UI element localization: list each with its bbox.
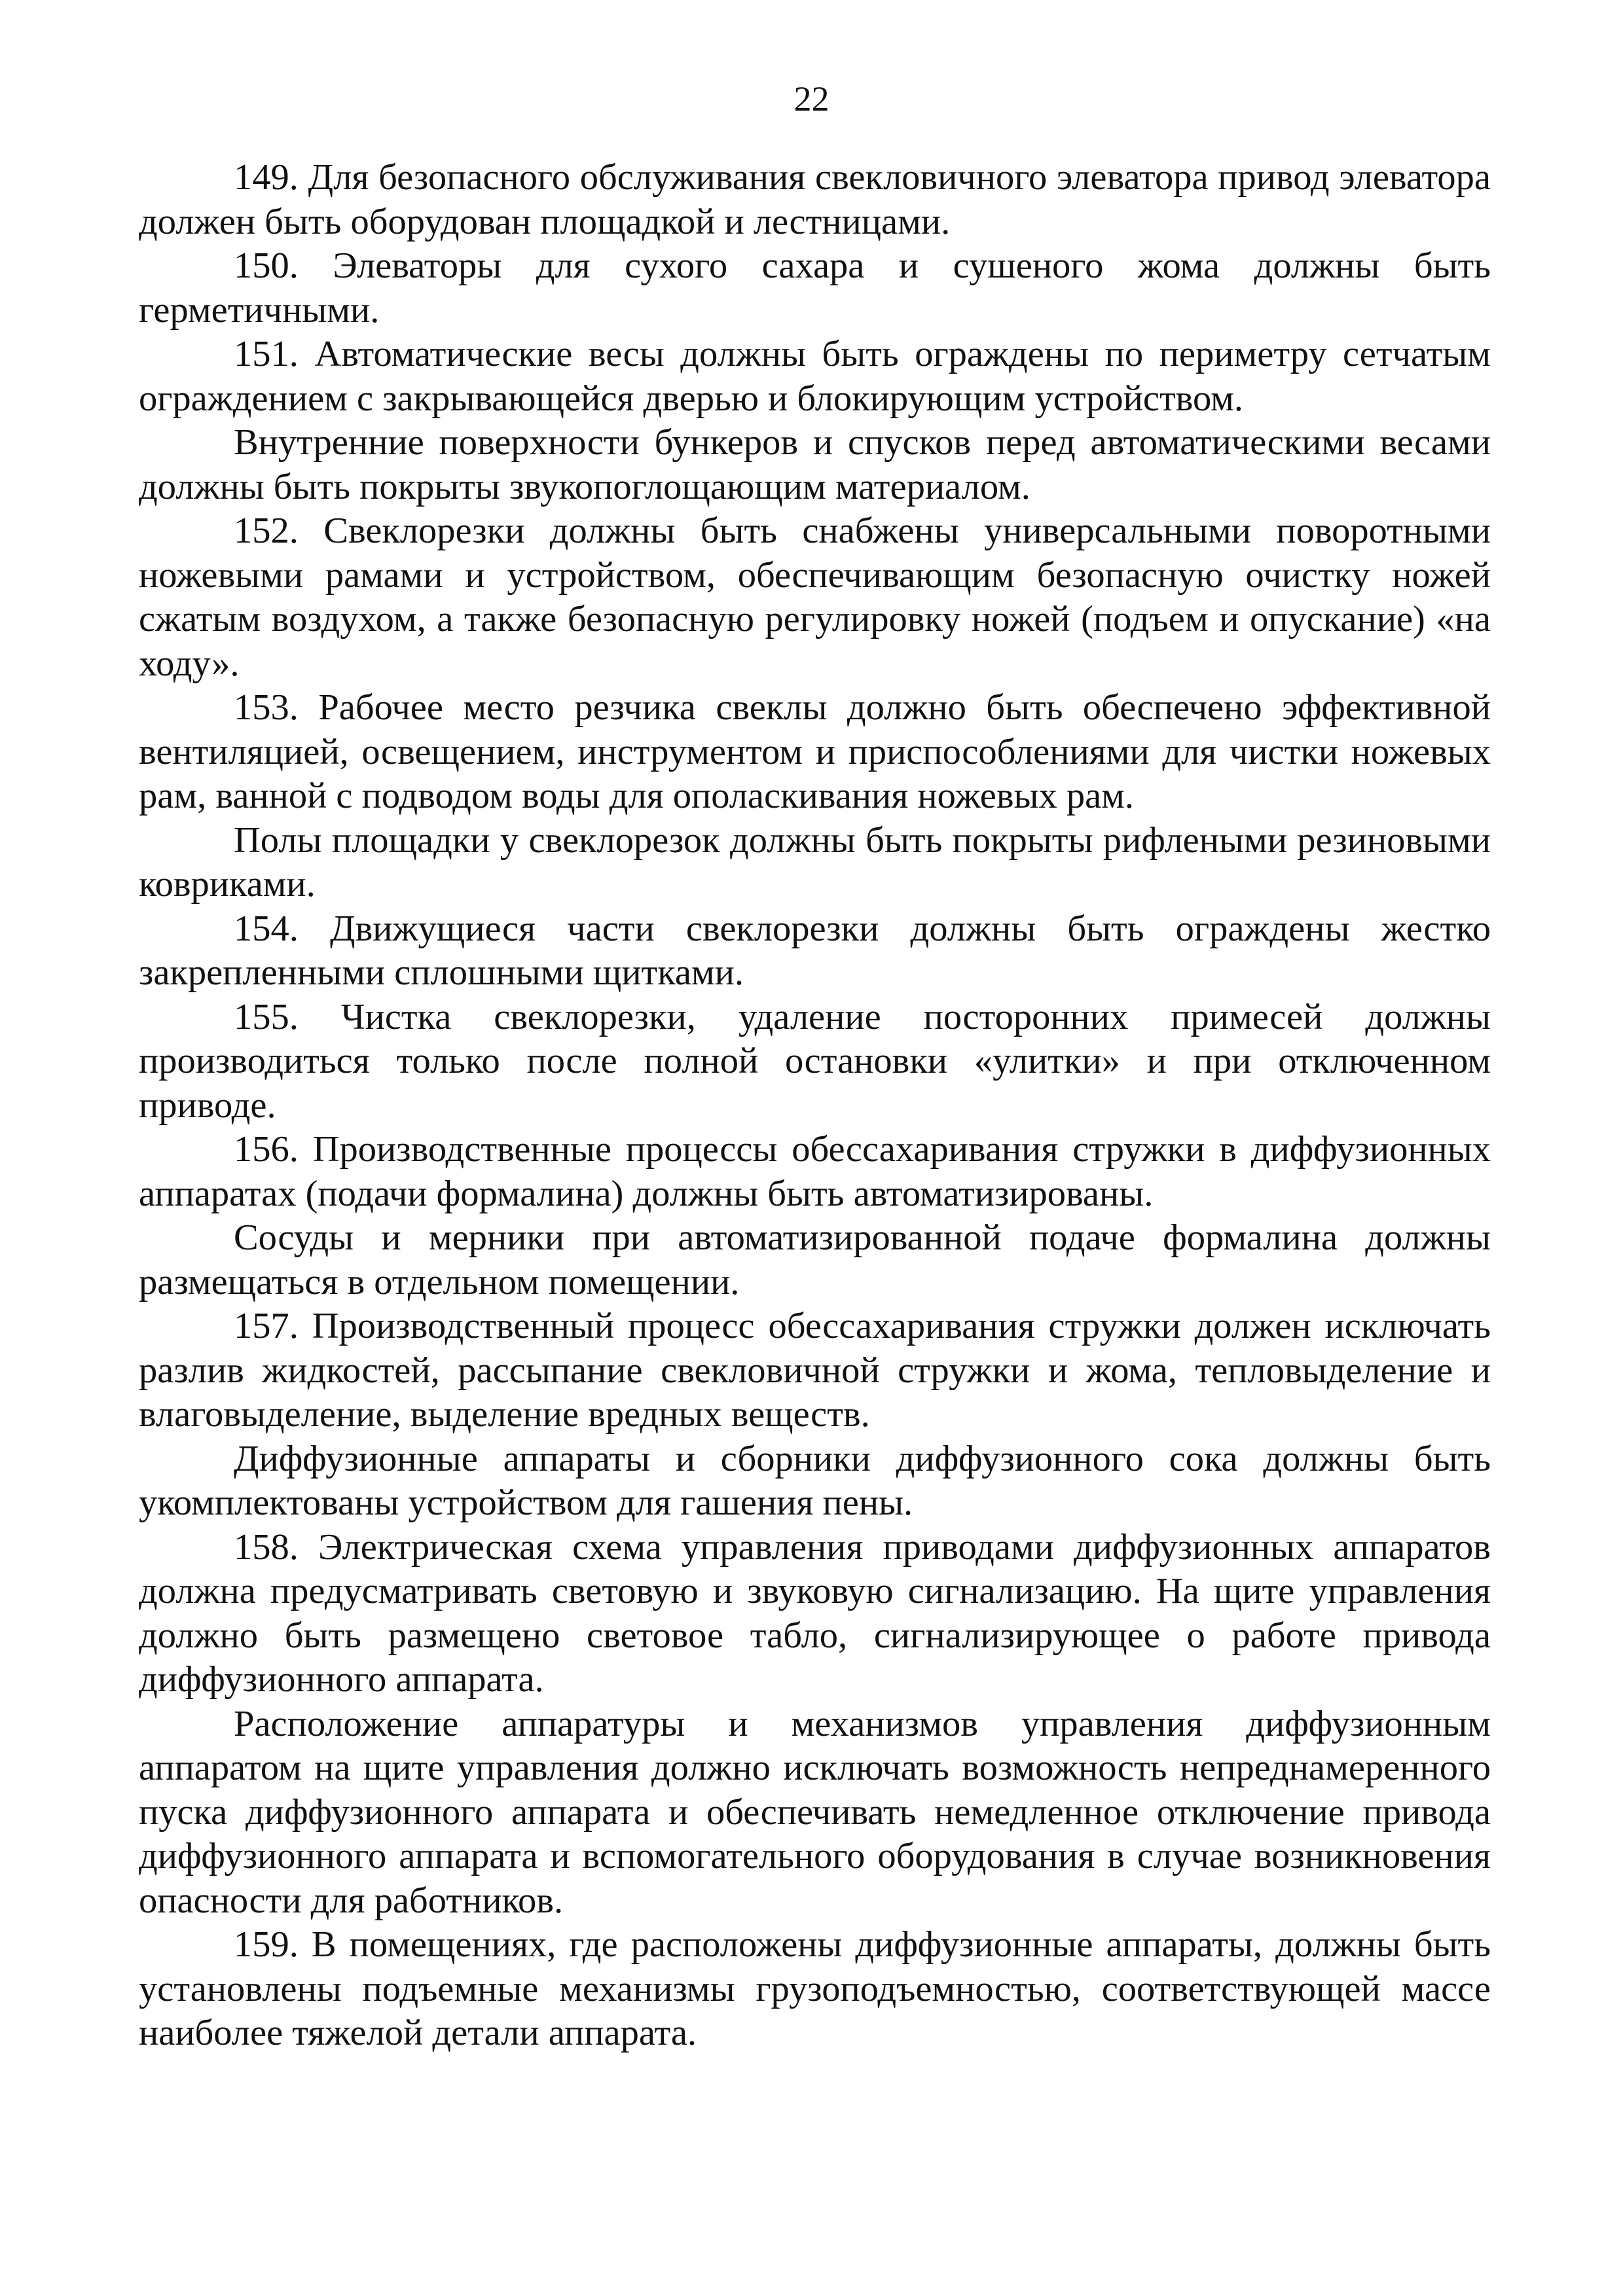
page-number: 22 xyxy=(793,79,830,118)
paragraph-152: 152. Свеклорезки должны быть снабжены универсальными поворотными ножевыми рамами и устройством, обеспечивающим безопасную очистку ножей сжатым воздухом, а также безопасную регулировку ножей (подъем и опускание) «на ходу». xyxy=(139,511,1491,684)
paragraph-153: 153. Рабочее место резчика свеклы должно быть обеспечено эффективной вентиляцией, освещением, инструментом и приспособлениями для чистки ножевых рам, ванной с подводом воды для ополаскивания ножевых рам. xyxy=(139,687,1491,816)
paragraph-157: 157. Производственный процесс обессахаривания стружки должен исключать разлив жидкостей, рассыпание свекловичной стружки и жома, тепловыделение и влаговыделение, выделение вредных веществ. xyxy=(139,1306,1491,1435)
paragraph-156-continued: Сосуды и мерники при автоматизированной подаче формалина должны размещаться в отдельном помещении. xyxy=(139,1217,1491,1302)
paragraph-149: 149. Для безопасного обслуживания свекловичного элеватора привод элеватора должен быть оборудован площадкой и лестницами. xyxy=(139,157,1491,242)
paragraph-150: 150. Элеваторы для сухого сахара и сушеного жома должны быть герметичными. xyxy=(139,245,1491,331)
paragraph-156: 156. Производственные процессы обессахаривания стружки в диффузионных аппаратах (подачи формалина) должны быть автоматизированы. xyxy=(139,1129,1491,1214)
paragraph-155: 155. Чистка свеклорезки, удаление посторонних примесей должны производиться только после полной остановки «улитки» и при отключенном приводе. xyxy=(139,996,1491,1126)
document-body xyxy=(139,156,1491,2056)
paragraph-151: 151. Автоматические весы должны быть ограждены по периметру сетчатым ограждением с закрывающейся дверью и блокирующим устройством. xyxy=(139,334,1491,419)
paragraph-153-continued: Полы площадки у свеклорезок должны быть покрыты рифлеными резиновыми ковриками. xyxy=(139,819,1491,905)
paragraph-154: 154. Движущиеся части свеклорезки должны быть ограждены жестко закрепленными сплошными щитками. xyxy=(139,908,1491,993)
paragraph-158: 158. Электрическая схема управления приводами диффузионных аппаратов должна предусматривать световую и звуковую сигнализацию. На щите управления должно быть размещено световое табло, сигнализирующее о работе привода диффузионного аппарата. xyxy=(139,1526,1491,1700)
paragraph-158-continued: Расположение аппаратуры и механизмов управления диффузионным аппаратом на щите управления должно исключать возможность непреднамеренного пуска диффузионного аппарата и обеспечивать немедленное отключение привода диффузионного аппарата и вспомогательного оборудования в случае возникновения опасности для работников. xyxy=(139,1703,1491,1921)
paragraph-159: 159. В помещениях, где расположены диффузионные аппараты, должны быть установлены подъемные механизмы грузоподъемностью, соответствующей массе наиболее тяжелой детали аппарата. xyxy=(139,1924,1491,2053)
paragraph-157-continued: Диффузионные аппараты и сборники диффузионного сока должны быть укомплектованы устройством для гашения пены. xyxy=(139,1438,1491,1523)
paragraph-151-continued: Внутренние поверхности бункеров и спусков перед автоматическими весами должны быть покрыты звукопоглощающим материалом. xyxy=(139,422,1491,507)
